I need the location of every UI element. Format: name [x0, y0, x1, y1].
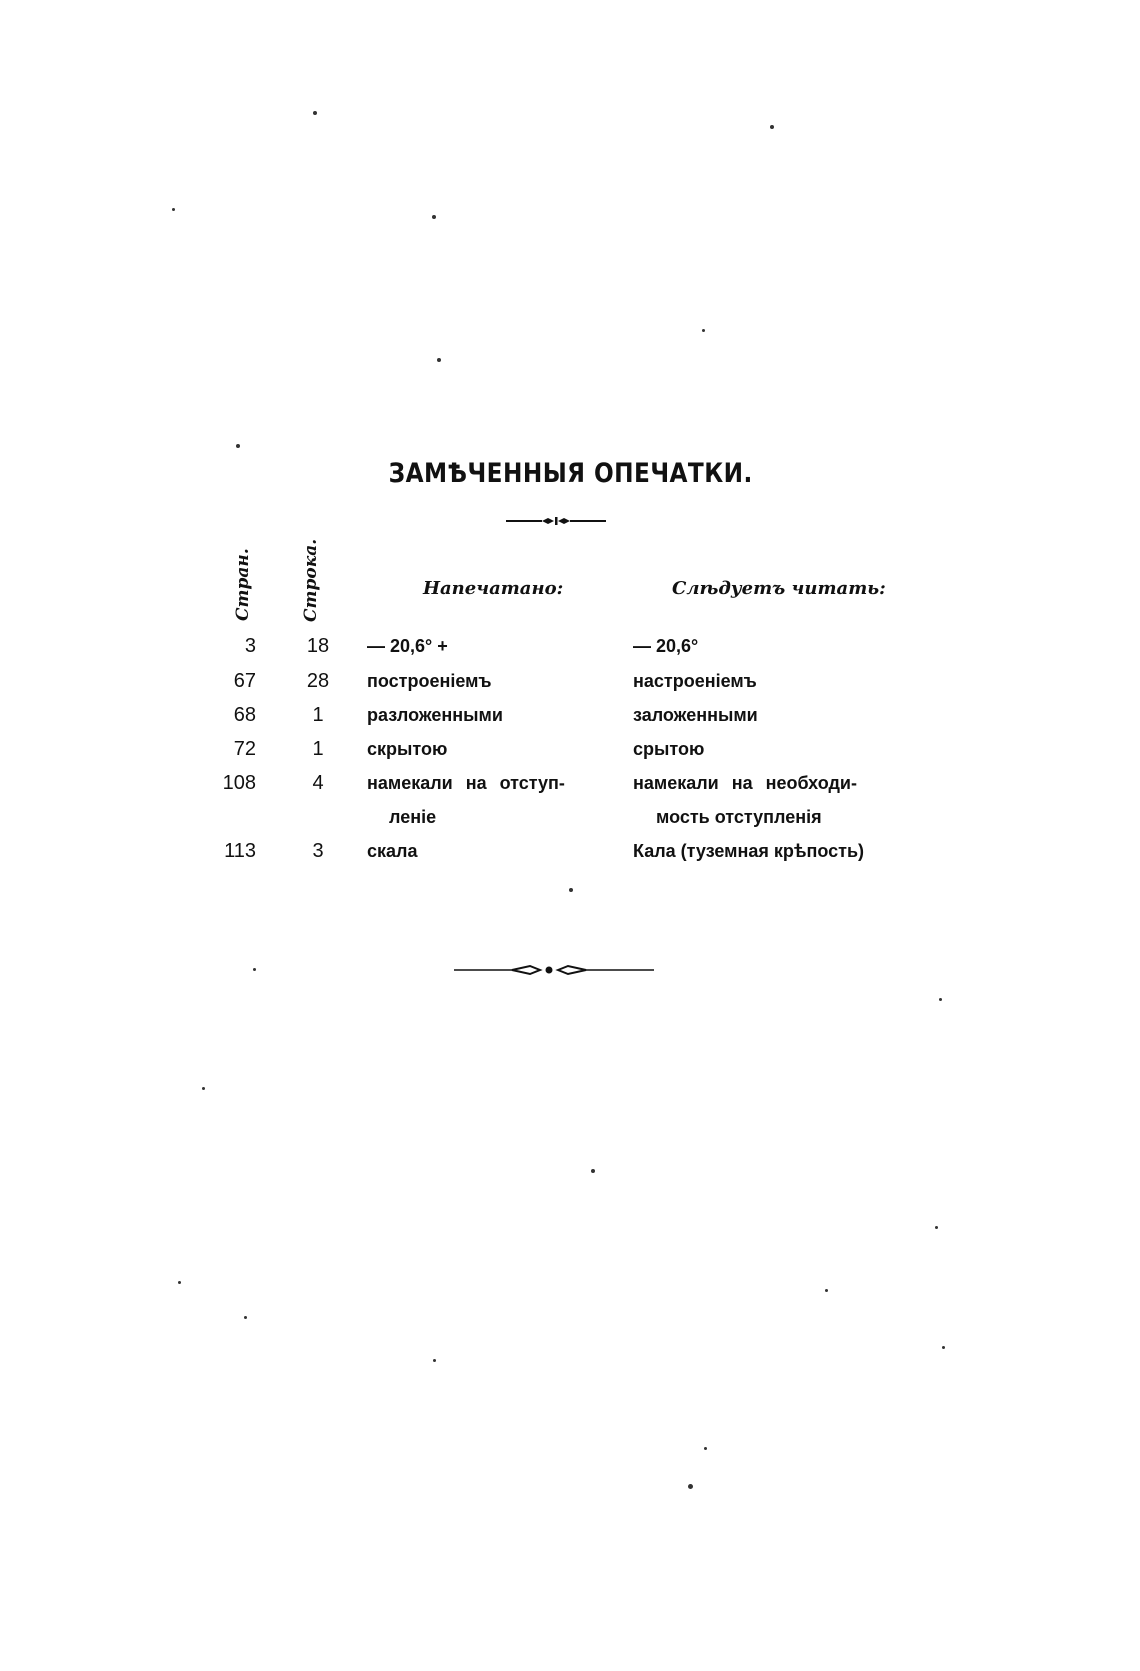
column-header-should-read: Слѣдуетъ читать: [672, 578, 886, 599]
errata-row-page: 108 [222, 772, 256, 794]
errata-row-line: 1 [312, 738, 324, 760]
print-speck [313, 111, 317, 115]
page-title: ЗАМѢЧЕННЫЯ ОПЕЧАТКИ. [388, 458, 753, 489]
print-speck [432, 215, 436, 219]
errata-row-should-read-continuation: мость отступленiя [656, 807, 822, 827]
errata-row-page: 67 [233, 670, 256, 692]
errata-row-printed: скрытою [367, 739, 448, 759]
errata-row-printed: намекали на отступ- [367, 773, 565, 793]
print-speck [770, 125, 774, 129]
errata-row-page: 113 [224, 840, 256, 862]
errata-row-should-read: Кала (туземная крѣпость) [633, 841, 865, 861]
errata-row-line: 28 [306, 670, 330, 692]
print-speck [172, 208, 175, 211]
top-ornament-divider [504, 513, 608, 529]
errata-row-should-read: — 20,6° [633, 636, 699, 656]
print-speck [178, 1281, 181, 1284]
errata-row-printed: построенiемъ [367, 671, 492, 691]
print-speck [569, 888, 573, 892]
errata-row-should-read: заложенными [633, 705, 758, 725]
errata-row-line: 3 [312, 840, 324, 862]
print-speck [939, 998, 942, 1001]
errata-row-printed: скала [367, 841, 418, 861]
print-speck [236, 444, 240, 448]
print-speck [253, 968, 256, 971]
errata-row-printed: разложенными [367, 705, 503, 725]
print-speck [202, 1087, 205, 1090]
print-speck [942, 1346, 945, 1349]
errata-row-page: 3 [244, 635, 256, 657]
errata-row-printed: — 20,6° + [367, 636, 448, 656]
errata-row-should-read: намекали на необходи- [633, 773, 857, 793]
print-speck [688, 1484, 693, 1489]
print-speck [704, 1447, 707, 1450]
print-speck [433, 1359, 436, 1362]
print-speck [437, 358, 441, 362]
print-speck [825, 1289, 828, 1292]
errata-row-line: 4 [312, 772, 324, 794]
column-header-line: Строка. [301, 538, 321, 622]
errata-row-page: 72 [233, 738, 256, 760]
print-speck [591, 1169, 595, 1173]
print-speck [702, 329, 705, 332]
errata-row-page: 68 [233, 704, 256, 726]
errata-row-should-read: настроенiемъ [633, 671, 757, 691]
errata-row-printed-continuation: ленiе [389, 807, 437, 827]
errata-row-line: 18 [306, 635, 330, 657]
errata-row-line: 1 [312, 704, 324, 726]
bottom-ornament-divider [452, 960, 656, 980]
print-speck [935, 1226, 938, 1229]
column-header-printed: Напечатано: [423, 578, 564, 599]
column-header-page: Стран. [233, 548, 253, 621]
errata-row-should-read: срытою [633, 739, 705, 759]
print-speck [244, 1316, 247, 1319]
